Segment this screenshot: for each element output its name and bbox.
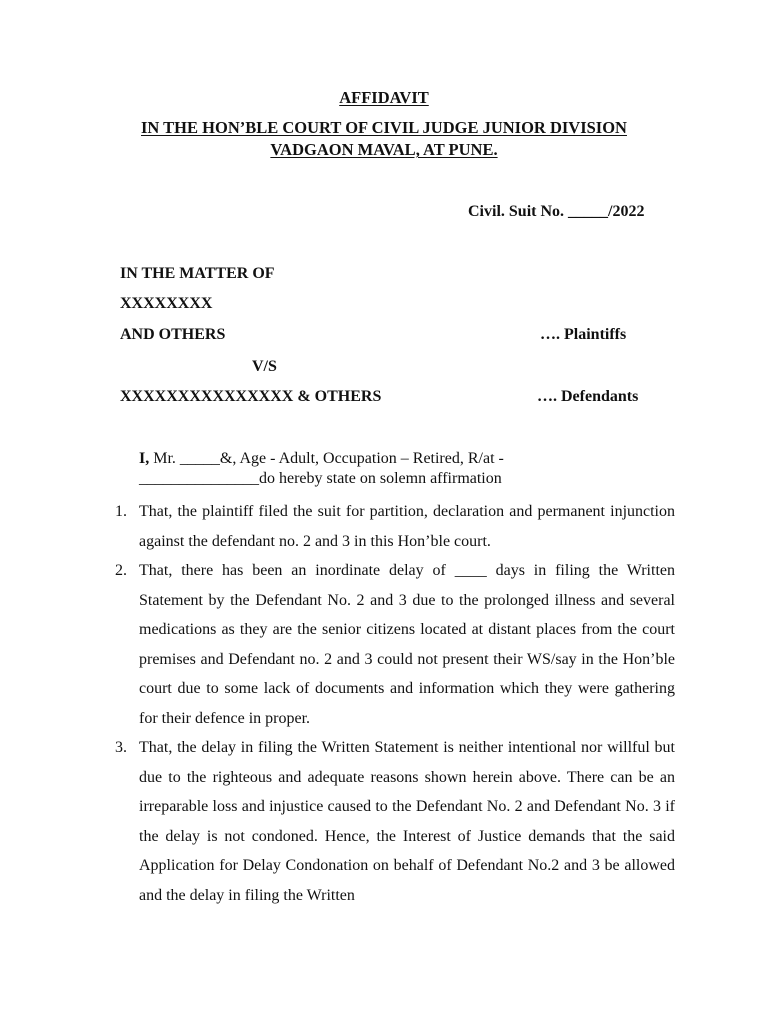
intro-pronoun: I, [139, 450, 150, 467]
paragraph-text: That, the delay in filing the Written Statement is neither intentional nor willful but due to the righteous and adequate reasons shown herein above. There can be an irreparable loss and injustice caused to the Defendant No. 2 and Defendant No. 3 if the delay is not condoned. Hence, the Interest of Justice demands that the said Application for Delay Condonation on behalf of Defendant No.2 and 3 be allowed and the delay in filing the Written [139, 739, 675, 904]
versus: V/S [252, 358, 277, 375]
document-title: AFFIDAVIT [339, 88, 429, 107]
court-name-line-2: VADGAON MAVAL, AT PUNE. [270, 140, 498, 159]
paragraph-number: 2. [115, 562, 127, 579]
intro-line-1 [139, 450, 504, 468]
plaintiff-name: XXXXXXXX [120, 295, 213, 312]
paragraph-number: 3. [115, 739, 127, 756]
intro-line-2: _______________do hereby state on solemn affirmation [139, 470, 502, 487]
court-name-line-1: IN THE HON’BLE COURT OF CIVIL JUDGE JUNIOR DIVISION [141, 118, 627, 137]
paragraph-1 [115, 497, 675, 556]
defendants-label: …. Defendants [537, 388, 639, 405]
and-others: AND OTHERS [120, 326, 226, 343]
intro-line-1-text: Mr. _____&, Age - Adult, Occupation – Retired, R/at - [149, 450, 504, 467]
defendant-name: XXXXXXXXXXXXXXX & OTHERS [120, 388, 382, 405]
plaintiffs-label: …. Plaintiffs [540, 326, 627, 343]
paragraph-2 [115, 556, 675, 733]
suit-number: Civil. Suit No. _____/2022 [468, 203, 645, 220]
paragraph-text: That, the plaintiff filed the suit for partition, declaration and permanent injunction against the defendant no. 2 and 3 in this Hon’ble court. [139, 503, 675, 550]
paragraph-3 [115, 733, 675, 910]
in-the-matter-of: IN THE MATTER OF [120, 265, 275, 282]
paragraph-text: That, there has been an inordinate delay of ____ days in filing the Written Statement by the Defendant No. 2 and 3 due to the prolonged illness and several medications as they are the senior citizens located at distant places from the court premises and Defendant no. 2 and 3 could not present their WS/say in the Hon’ble court due to some lack of documents and information which they were gathering for their defence in proper. [139, 562, 675, 727]
paragraph-number: 1. [115, 503, 127, 520]
affidavit-paragraphs [115, 497, 675, 910]
